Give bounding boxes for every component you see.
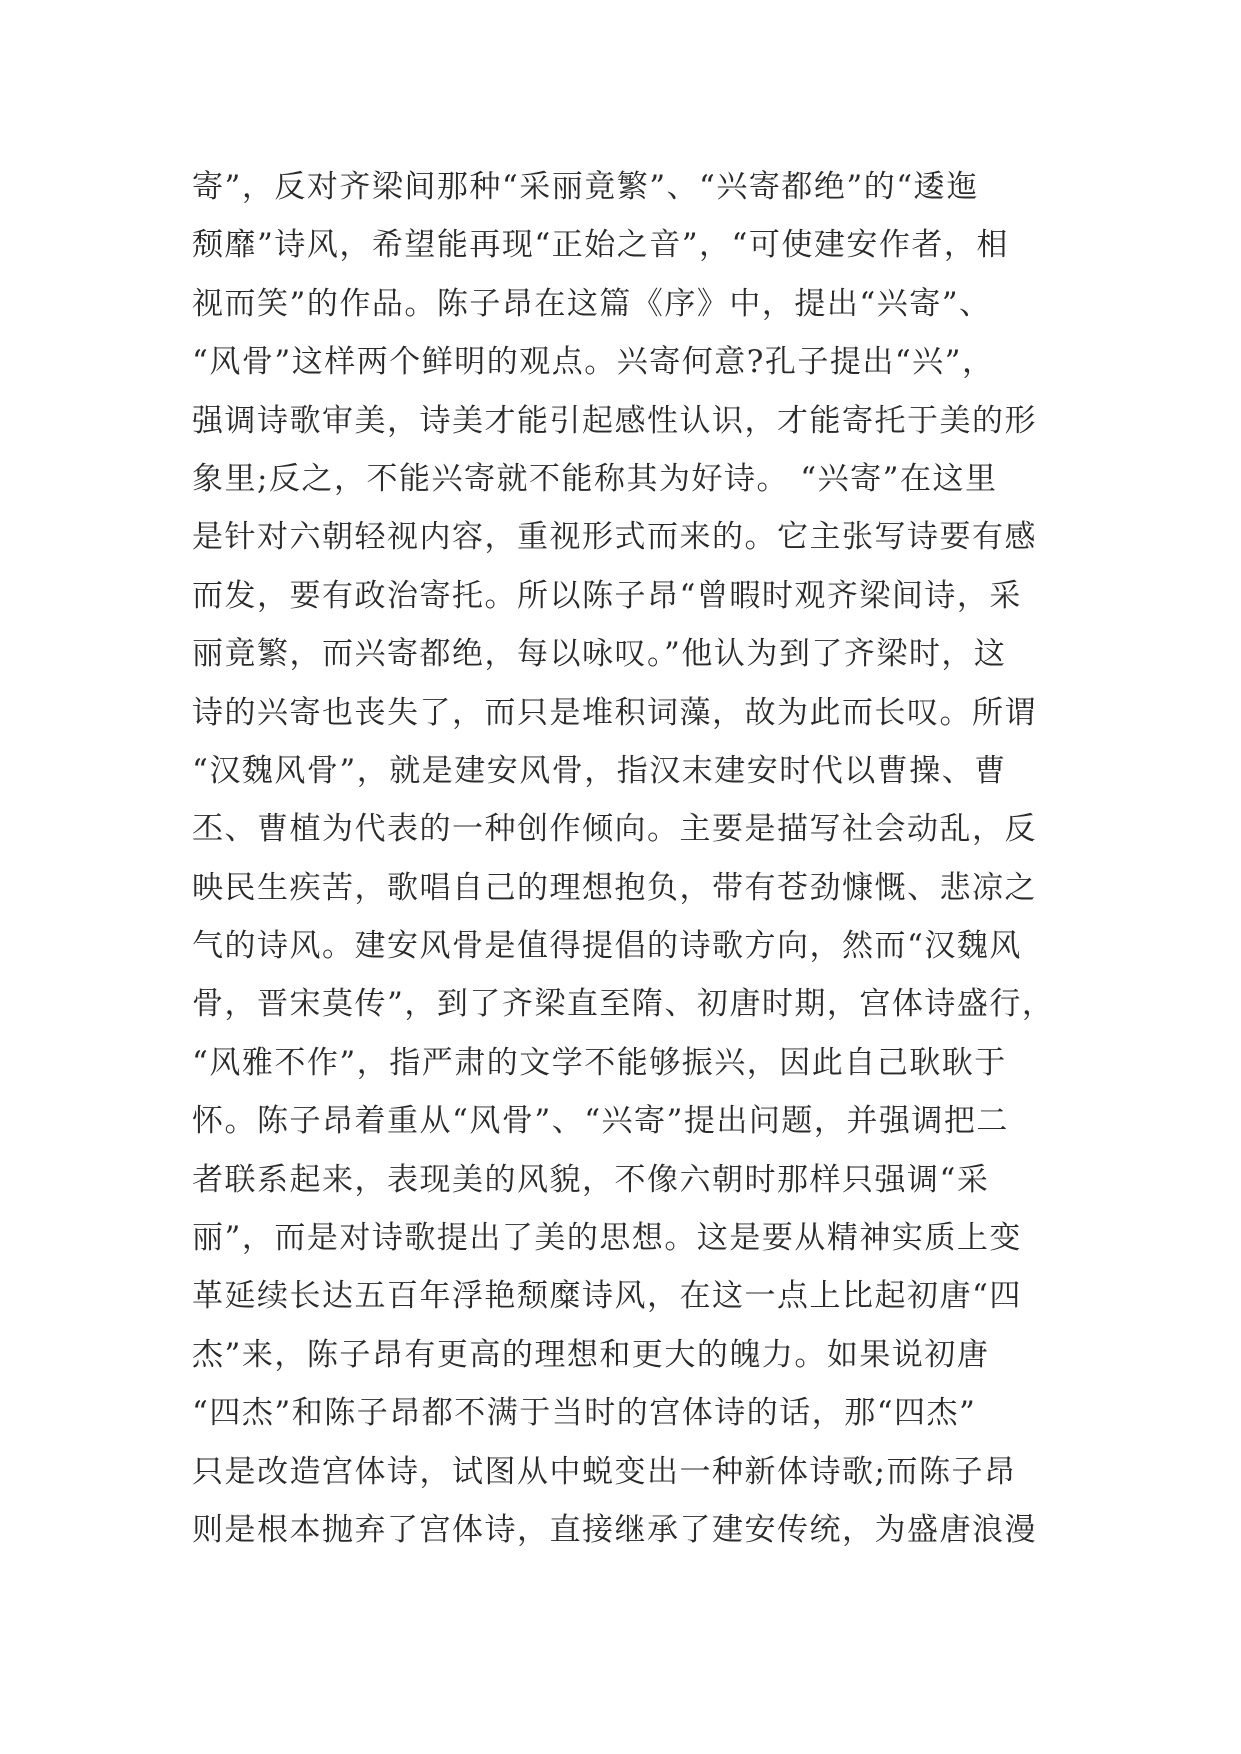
body-paragraph [192,158,1092,1559]
text-line: 杰”来，陈子昂有更高的理想和更大的魄力。如果说初唐 [192,1336,990,1373]
text-line: 丽”，而是对诗歌提出了美的思想。这是要从精神实质上变 [192,1220,1022,1257]
text-line: 丕、曹植为代表的一种创作倾向。主要是描写社会动乱，反 [192,811,1037,848]
text-line: 强调诗歌审美，诗美才能引起感性认识，才能寄托于美的形 [192,402,1037,439]
text-line: “风骨”这样两个鲜明的观点。兴寄何意?孔子提出“兴”， [192,344,995,381]
text-line: 象里;反之，不能兴寄就不能称其为好诗。 “兴寄”在这里 [192,460,998,497]
text-line: 丽竟繁，而兴寄都绝，每以咏叹。”他认为到了齐梁时，这 [192,636,1007,673]
text-line: 是针对六朝轻视内容，重视形式而来的。它主张写诗要有感 [192,519,1037,556]
text-line: “四杰”和陈子昂都不满于当时的宫体诗的话，那“四杰” [192,1395,977,1432]
text-line: 而发，要有政治寄托。所以陈子昂“曾暇时观齐梁间诗，采 [192,577,1022,614]
text-line: 映民生疾苦，歌唱自己的理想抱负，带有苍劲慷慨、悲凉之 [192,869,1037,906]
text-line: 则是根本抛弃了宫体诗，直接继承了建安传统，为盛唐浪漫 [192,1511,1037,1548]
text-line: 视而笑”的作品。陈子昂在这篇《序》中，提出“兴寄”、 [192,285,992,322]
text-line: 颓靡”诗风，希望能再现“正始之音”，“可使建安作者，相 [192,227,1009,264]
text-line: 只是改造宫体诗，试图从中蜕变出一种新体诗歌;而陈子昂 [192,1453,1017,1490]
text-line: “汉魏风骨”，就是建安风骨，指汉末建安时代以曹操、曹 [192,752,1007,789]
text-line: 诗的兴寄也丧失了，而只是堆积词藻，故为此而长叹。所谓 [192,694,1037,731]
text-line: 气的诗风。建安风骨是值得提倡的诗歌方向，然而“汉魏风 [192,928,1022,965]
text-line: 寄”，反对齐梁间那种“采丽竟繁”、“兴寄都绝”的“逶迤 [192,169,979,205]
text-line: 者联系起来，表现美的风貌，不像六朝时那样只强调“采 [192,1161,990,1198]
text-line: “风雅不作”，指严肃的文学不能够振兴，因此自己耿耿于 [192,1044,1007,1081]
text-line: 革延续长达五百年浮艳颓糜诗风，在这一点上比起初唐“四 [192,1278,1022,1315]
text-line: 骨，晋宋莫传”，到了齐梁直至隋、初唐时期，宫体诗盛行， [192,986,1055,1023]
text-line: 怀。陈子昂着重从“风骨”、“兴寄”提出问题，并强调把二 [192,1103,1009,1140]
